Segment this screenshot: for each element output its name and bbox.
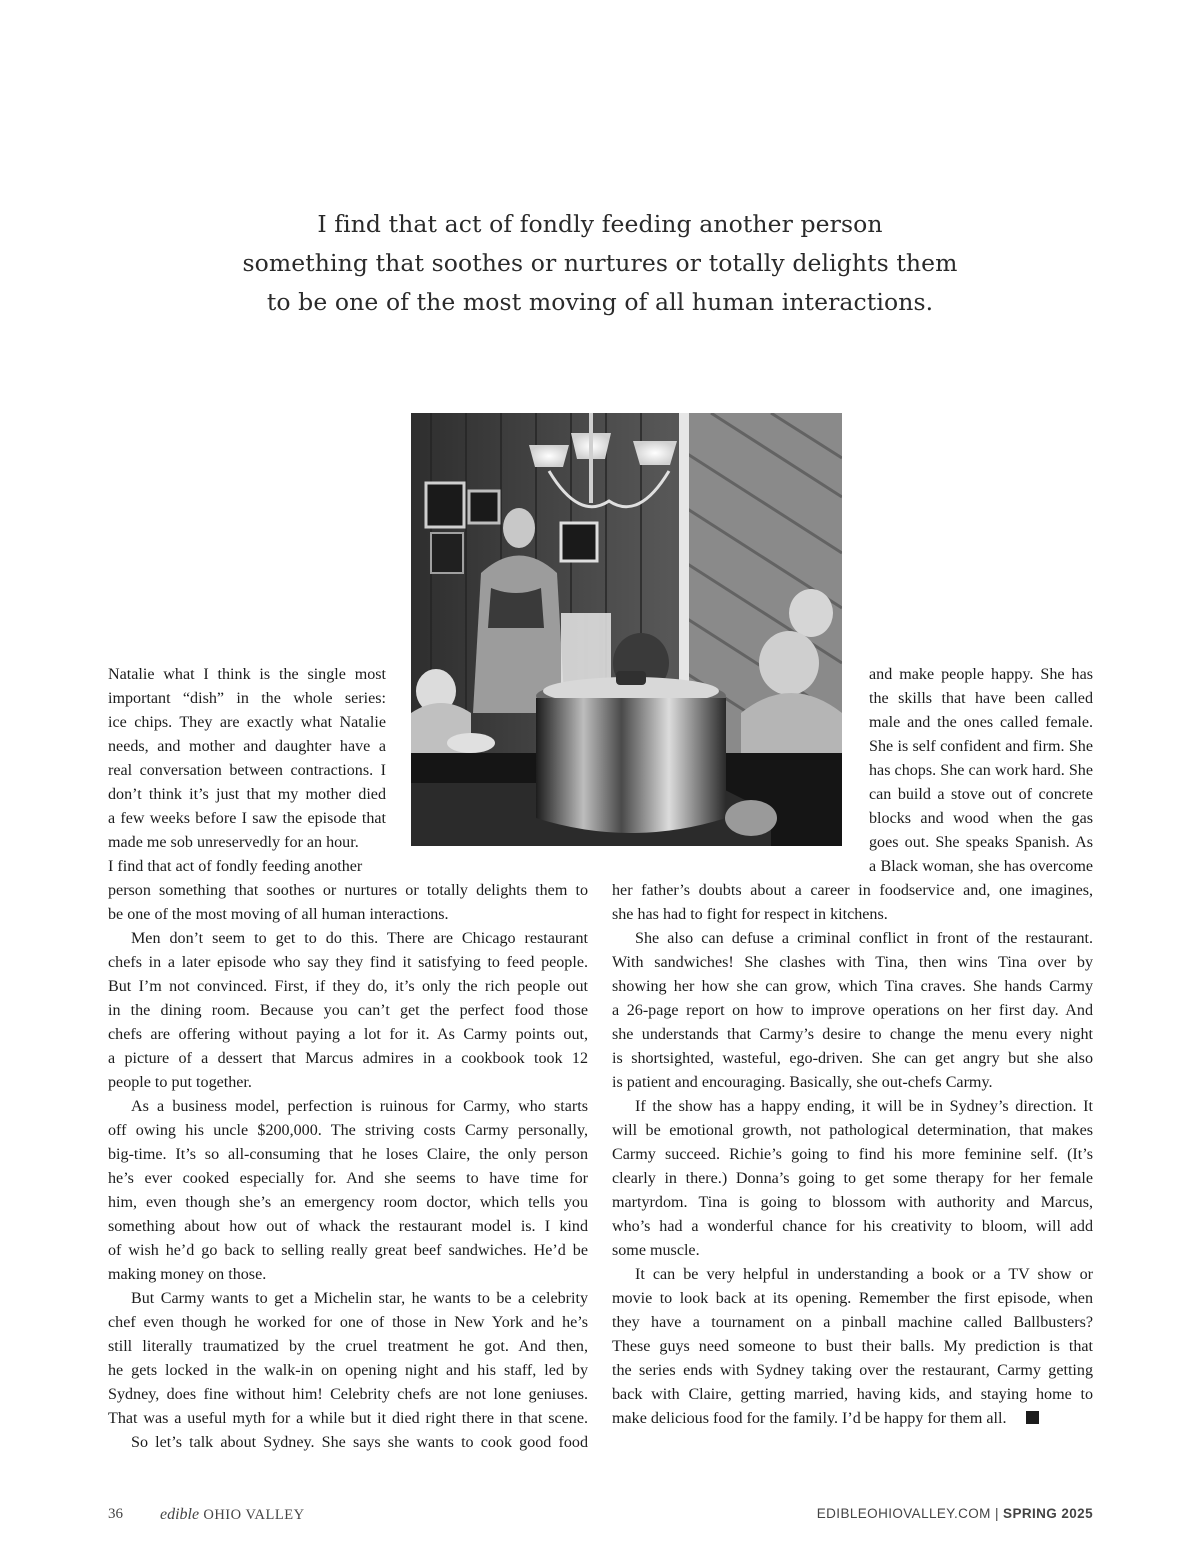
right-col-line: the series ends with Sydney taking over the restaurant, Carmy getting [612, 1362, 1093, 1379]
right-col-line: goes out. She speaks Spanish. As [869, 834, 1093, 851]
left-col-line: needs, and mother and daughter have a [108, 738, 386, 755]
left-col-line: people to put together. [108, 1074, 252, 1091]
right-col-line: make delicious food for the family. I’d be happy for them all. [612, 1410, 1007, 1427]
left-col-line: That was a useful myth for a while but it died right there in that scene. [108, 1410, 588, 1427]
right-col-line: showing her how she can grow, which Tina craves. She hands Carmy [612, 978, 1093, 995]
right-col-line: has chops. She can work hard. She [869, 762, 1093, 779]
left-col-line: Sydney, does fine without him! Celebrity chefs are not lone geniuses. [108, 1386, 588, 1403]
right-col-line: Carmy succeed. Richie’s going to find his more feminine self. (It’s [612, 1146, 1093, 1163]
right-col-line: a Black woman, she has overcome [869, 858, 1093, 875]
left-col-line: making money on those. [108, 1266, 267, 1283]
left-col-line: Natalie what I think is the single most [108, 666, 386, 683]
right-col-line: back with Claire, getting married, having kids, and staying home to [612, 1386, 1093, 1403]
left-col-line: he’s ever cooked especially for. And she seems to have time for [108, 1170, 588, 1187]
left-col-line: him, even though she’s an emergency room doctor, which tells you [108, 1194, 588, 1211]
website: EDIBLEOHIOVALLEY.COM [816, 1506, 991, 1521]
right-col-line: These guys need someone to bust their balls. My prediction is that [612, 1338, 1093, 1355]
right-col-line: she has had to fight for respect in kitchens. [612, 906, 888, 923]
left-col-line: Men don’t seem to get to do this. There are Chicago restaurant [131, 930, 588, 947]
pull-quote-line: to be one of the most moving of all human interactions. [266, 288, 934, 316]
right-col-line: She also can defuse a criminal conflict in front of the restaurant. [635, 930, 1093, 947]
left-col-line: be one of the most moving of all human interactions. [108, 906, 449, 923]
pull-quote-line: something that soothes or nurtures or totally delights them [242, 249, 958, 277]
left-col-line: real conversation between contractions. I [108, 762, 386, 779]
left-col-line: of wish he’d go back to selling really great beef sandwiches. He’d be [108, 1242, 588, 1259]
right-col-line: her father’s doubts about a career in foodservice and, one imagines, [612, 882, 1093, 899]
left-col-line: in the dining room. Because you can’t get the perfect food those [108, 1002, 588, 1019]
right-col-line: is patient and encouraging. Basically, she out-chefs Carmy. [612, 1074, 993, 1091]
right-col-line: martyrdom. Tina is going to blossom with authority and Marcus, [612, 1194, 1093, 1211]
left-col-line: a picture of a dessert that Marcus admires in a cookbook took 12 [108, 1050, 588, 1067]
left-col-line: important “dish” in the whole series: [108, 690, 386, 707]
left-col-line: chefs in a later episode who say they find it satisfying to feed people. [108, 954, 588, 971]
left-col-line: So let’s talk about Sydney. She says she wants to cook good food [131, 1434, 588, 1451]
left-col-line: big-time. It’s so all-consuming that he loses Claire, the only person [108, 1146, 588, 1163]
left-col-line: off owing his uncle $200,000. The striving costs Carmy personally, [108, 1122, 588, 1139]
right-col-line: they have a tournament on a pinball machine called Ballbusters? [612, 1314, 1093, 1331]
magazine-name [160, 1506, 305, 1524]
right-col-line: She is self confident and firm. She [869, 738, 1093, 755]
left-col-line: But Carmy wants to get a Michelin star, he wants to be a celebrity [131, 1290, 588, 1307]
footer-separator: | [994, 1506, 999, 1521]
left-col-line: still literally traumatized by the cruel treatment he got. And then, [108, 1338, 588, 1355]
left-col-line: But I’m not convinced. First, if they do, it’s only the rich people out [108, 978, 588, 995]
left-col-line: As a business model, perfection is ruinous for Carmy, who starts [131, 1098, 588, 1115]
end-of-article-mark [1026, 1411, 1039, 1424]
pull-quote [150, 205, 1050, 322]
magazine-prefix: edible [160, 1506, 200, 1523]
right-col-line: and make people happy. She has [869, 666, 1093, 683]
right-col-line: who’s had a wonderful chance for his creativity to bloom, will add [612, 1218, 1093, 1235]
right-col-line: movie to look back at its opening. Remember the first episode, when [612, 1290, 1093, 1307]
right-col-line: clearly in there.) Donna’s going to get some therapy for her female [612, 1170, 1093, 1187]
right-col-line: a 26-page report on how to improve operations on her first day. And [612, 1002, 1093, 1019]
family-kitchen-photo [411, 413, 842, 846]
right-col-line: blocks and wood when the gas [869, 810, 1093, 827]
right-col-line: the skills that have been called [869, 690, 1093, 707]
left-col-line: don’t think it’s just that my mother died [108, 786, 386, 803]
right-col-line: If the show has a happy ending, it will be in Sydney’s direction. It [635, 1098, 1093, 1115]
right-col-line: she understands that Carmy’s desire to change the menu every night [612, 1026, 1093, 1043]
left-col-line: a few weeks before I saw the episode that [108, 810, 386, 827]
footer-site-issue [817, 1506, 1093, 1521]
right-col-line: With sandwiches! She clashes with Tina, then wins Tina over by [612, 954, 1093, 971]
magazine-region: OHIO VALLEY [203, 1507, 305, 1523]
right-col-line: can build a stove out of concrete [869, 786, 1093, 803]
left-col-line: chefs are offering without paying a lot for it. As Carmy points out, [108, 1026, 588, 1043]
right-col-line: some muscle. [612, 1242, 700, 1259]
left-col-line: something about how out of whack the restaurant model is. I kind [108, 1218, 588, 1235]
left-col-line: he gets locked in the walk-in on opening night and his staff, led by [108, 1362, 588, 1379]
issue-label: SPRING 2025 [1003, 1506, 1093, 1521]
right-col-line: It can be very helpful in understanding a book or a TV show or [635, 1266, 1093, 1283]
right-col-line: male and the ones called female. [869, 714, 1093, 731]
left-col-line: chef even though he worked for one of those in New York and he’s [108, 1314, 588, 1331]
left-col-line: I find that act of fondly feeding another [108, 858, 363, 875]
left-col-line: person something that soothes or nurtures or totally delights them to [108, 882, 588, 899]
right-col-line: is shortsighted, wasteful, ego-driven. She can get angry but she also [612, 1050, 1093, 1067]
left-col-line: ice chips. They are exactly what Natalie [108, 714, 386, 731]
right-col-line: will be emotional growth, not pathological determination, that makes [612, 1122, 1093, 1139]
page-number: 36 [108, 1506, 123, 1522]
pull-quote-line: I find that act of fondly feeding another person [317, 210, 883, 238]
right-col-last-line [612, 1407, 1039, 1431]
left-col-line: made me sob unreservedly for an hour. [108, 834, 359, 851]
